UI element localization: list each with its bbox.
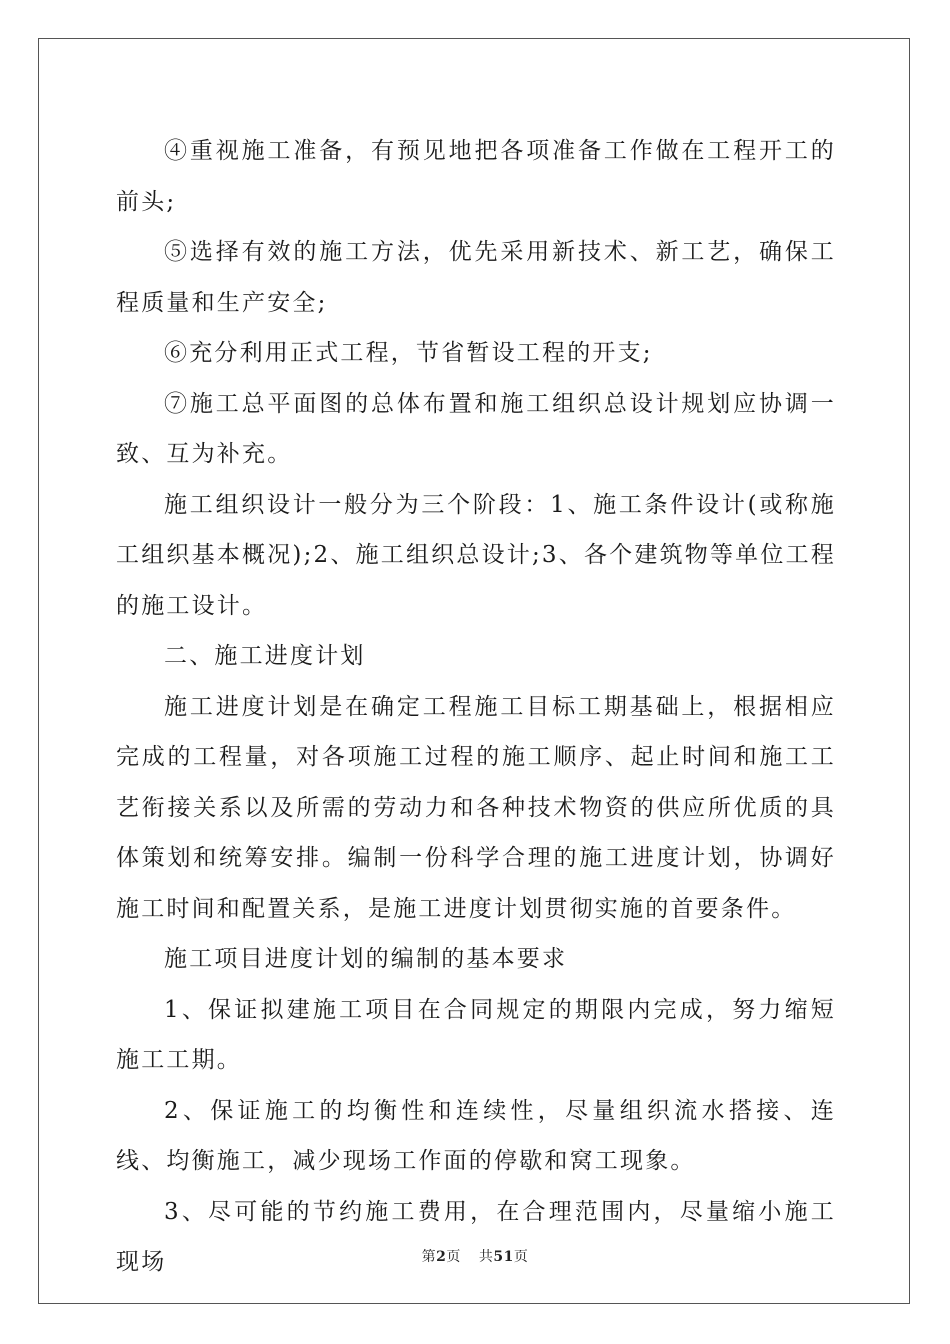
total-suffix: 页 bbox=[513, 1249, 529, 1265]
paragraph: 3、尽可能的节约施工费用，在合理范围内，尽量缩小施工现场 bbox=[116, 1198, 836, 1275]
paragraph: ⑦施工总平面图的总体布置和施工组织总设计规划应协调一致、互为补充。 bbox=[116, 390, 836, 467]
paragraph: ⑤选择有效的施工方法，优先采用新技术、新工艺，确保工程质量和生产安全; bbox=[116, 239, 836, 316]
paragraph: 施工组织设计一般分为三个阶段：1、施工条件设计(或称施工组织基本概况);2、施工组织总设计;3、各个建筑物等单位工程的施工设计。 bbox=[116, 491, 836, 619]
subsection-heading: 施工项目进度计划的编制的基本要求 bbox=[164, 946, 568, 972]
section-heading: 二、施工进度计划 bbox=[164, 643, 366, 669]
paragraph: ④重视施工准备，有预见地把各项准备工作做在工程开工的前头; bbox=[116, 138, 836, 215]
paragraph: 施工进度计划是在确定工程施工目标工期基础上，根据相应完成的工程量，对各项施工过程的施工顺序、起止时间和施工工艺衔接关系以及所需的劳动力和各种技术物资的供应所优质的具体策划和统筹安排。编制一份科学合理的施工进度计划，协调好施工时间和配置关系，是施工进度计划贯彻实施的首要条件。 bbox=[116, 693, 836, 922]
page-prefix: 第 bbox=[421, 1249, 437, 1265]
paragraph: 2、保证施工的均衡性和连续性，尽量组织流水搭接、连线、均衡施工，减少现场工作面的停歇和窝工现象。 bbox=[116, 1097, 836, 1174]
paragraph: 1、保证拟建施工项目在合同规定的期限内完成，努力缩短施工工期。 bbox=[116, 996, 836, 1073]
page-number: 2 bbox=[436, 1249, 447, 1265]
total-pages: 51 bbox=[493, 1249, 514, 1265]
page-suffix: 页 bbox=[446, 1249, 461, 1265]
page-footer bbox=[0, 1246, 950, 1266]
total-prefix: 共 bbox=[478, 1249, 494, 1265]
document-body bbox=[116, 126, 836, 1288]
paragraph: ⑥充分利用正式工程，节省暂设工程的开支; bbox=[164, 340, 653, 366]
